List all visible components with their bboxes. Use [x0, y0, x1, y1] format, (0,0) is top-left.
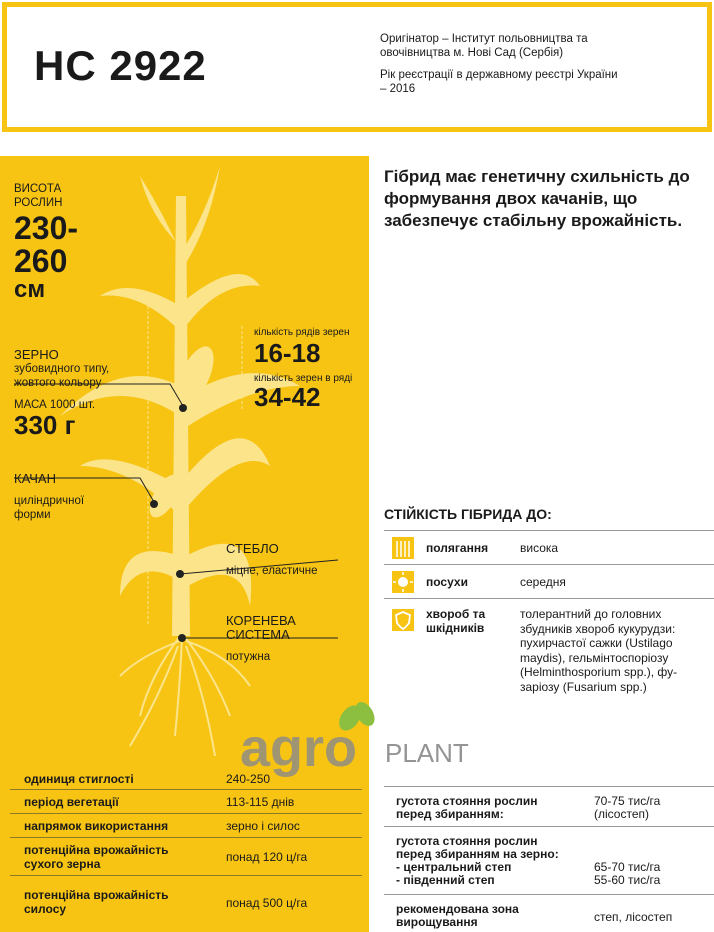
- svg-text:agro: agro: [240, 718, 358, 778]
- mass-value: 330 г: [14, 410, 76, 440]
- spec-row: одиниця стиглості 240-250: [10, 768, 362, 790]
- spec-row: потенційна врожайність сухого зерна понад 120 ц/га: [10, 838, 362, 876]
- root-label: КОРЕНЕВА СИСТЕМА: [226, 613, 296, 642]
- per-row-value: 34-42: [254, 382, 321, 412]
- cob-label: КАЧАН циліндричної форми: [14, 471, 85, 521]
- resistance-row-drought: посухи середня: [384, 564, 714, 598]
- height-label: ВИСОТА РОСЛИН: [14, 183, 63, 209]
- density-grain-row: густота стояння рослин перед збиранням на зерно: - центральний степ - південний степ 65-70 тис/га 55-60 тис/га: [384, 826, 714, 894]
- height-value: 230- 260 см: [14, 210, 79, 303]
- wheat-icon: [392, 537, 414, 559]
- slogan: Гібрид має генетичну схильність до формування двох качанів, що забезпечує стабільну врожайність.: [384, 167, 690, 230]
- registry-text: Рік реєстрації в державному реєстрі України – 2016: [380, 69, 618, 95]
- resistance-row-diseases: хвороб та шкідників толерантний до головних збудників хвороб кукурудзи: пухирчастої сажки (Ustilago maydis), гельмінтоспоріозу (Helminthosporium spp.), фу- заріозу (Fusarium spp.): [384, 598, 714, 708]
- originator-info: [380, 32, 620, 96]
- stem-label: СТЕБЛО: [226, 541, 279, 556]
- rows-label: кількість рядів зерен: [254, 327, 350, 338]
- resistance-row-lodging: полягання висока: [384, 530, 714, 564]
- zone-row: рекомендована зона вирощування степ, лісостеп: [384, 894, 714, 932]
- rows-value: 16-18: [254, 338, 321, 368]
- spec-row: період вегетації 113-115 днів: [10, 790, 362, 814]
- svg-text:PLANT: PLANT: [385, 738, 469, 768]
- root-desc: потужна: [226, 651, 271, 663]
- hybrid-title: НС 2922: [34, 42, 207, 89]
- spec-row: потенційна врожайність силосу понад 500 ц/га: [24, 888, 308, 916]
- sun-icon: [392, 571, 414, 593]
- density-row: густота стояння рослин перед збиранням: 70-75 тис/га (лісостеп): [384, 786, 714, 826]
- grain-label: ЗЕРНО зубовидного типу, жовтого кольору: [14, 347, 110, 389]
- shield-icon: [392, 609, 414, 631]
- originator-text: Оригінатор – Інститут польовництва та овочівництва м. Нові Сад (Сербія): [380, 33, 588, 59]
- stem-desc: міцне, еластичне: [226, 565, 318, 577]
- mass-label: МАСА 1000 шт.: [14, 399, 96, 411]
- spec-row: напрямок використання зерно і силос: [10, 814, 362, 838]
- resistance-title: СТІЙКІСТЬ ГІБРИДА ДО:: [384, 506, 552, 522]
- per-row-label: кількість зерен в ряді: [254, 373, 353, 384]
